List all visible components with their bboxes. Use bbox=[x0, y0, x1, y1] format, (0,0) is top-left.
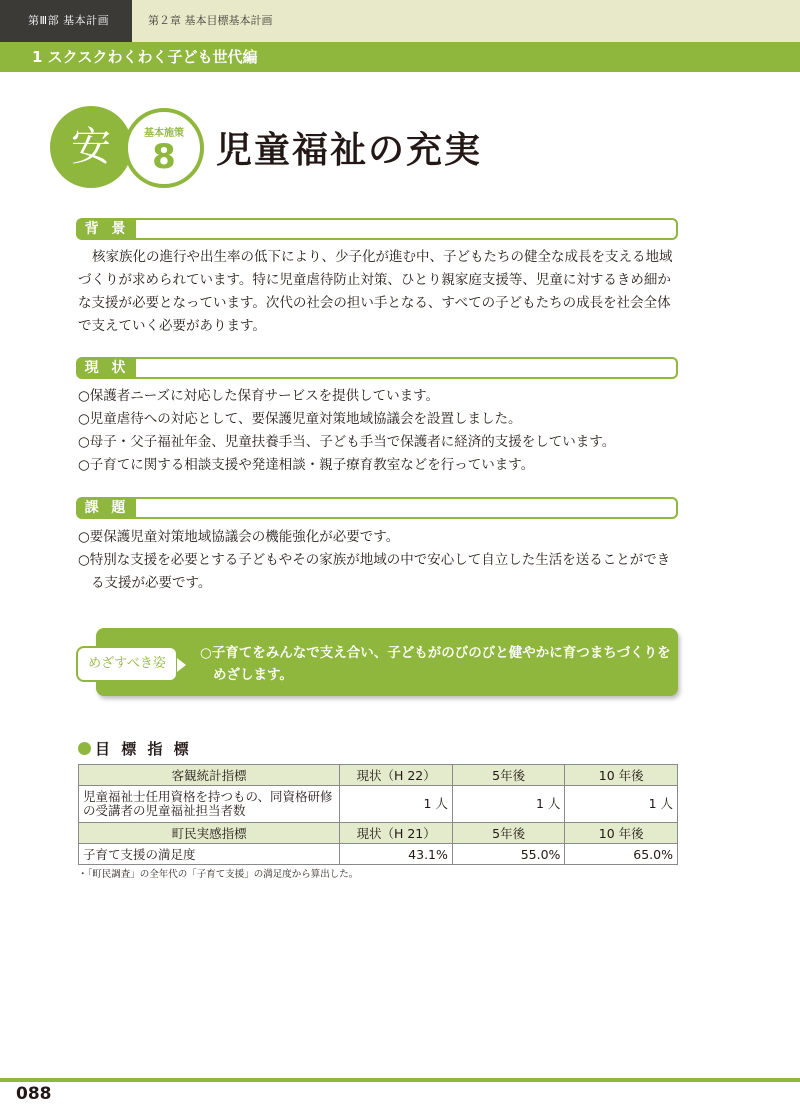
list-item: ○特別な支援を必要とする子どもやその家族が地域の中で安心して自立した生活を送ることができる支援が必要です。 bbox=[78, 552, 671, 591]
policy-tag-badge: 安 bbox=[50, 106, 132, 188]
table-cell: 5年後 bbox=[452, 765, 565, 786]
bullet-dot-icon bbox=[78, 742, 91, 755]
issues-heading-box bbox=[76, 497, 678, 519]
table-cell: 55.0% bbox=[452, 844, 565, 865]
issues-heading: 課 題 bbox=[78, 497, 136, 519]
table-row bbox=[79, 844, 678, 865]
background-heading: 背 景 bbox=[78, 218, 136, 240]
table-cell: 1 人 bbox=[565, 786, 678, 823]
footer-line bbox=[0, 1078, 800, 1082]
table-cell: 客観統計指標 bbox=[79, 765, 340, 786]
list-item: ○要保護児童対策地域協議会の機能強化が必要です。 bbox=[78, 529, 400, 545]
table-cell: 1 人 bbox=[452, 786, 565, 823]
policy-number-label: 基本施策 bbox=[144, 128, 184, 139]
indicators-heading-text: 目 標 指 標 bbox=[95, 740, 192, 758]
section-bar: 1 スクスクわくわく子ども世代編 bbox=[0, 42, 800, 72]
table-row bbox=[79, 823, 678, 844]
table-cell: 10 年後 bbox=[565, 823, 678, 844]
table-cell: 子育て支援の満足度 bbox=[79, 844, 340, 865]
list-item: ○母子・父子福祉年金、児童扶養手当、子ども手当で保護者に経済的支援をしています。 bbox=[78, 434, 616, 450]
list-item: ○保護者ニーズに対応した保育サービスを提供しています。 bbox=[78, 388, 440, 404]
indicators-heading bbox=[78, 738, 192, 759]
part-label: 第Ⅲ部 基本計画 bbox=[0, 0, 132, 42]
top-header-bar bbox=[0, 0, 800, 42]
list-item: ○子育てに関する相談支援や発達相談・親子療育教室などを行っています。 bbox=[78, 457, 535, 473]
table-cell: 児童福祉士任用資格を持つもの、同資格研修の受講者の児童福祉担当者数 bbox=[79, 786, 340, 823]
background-paragraph: 核家族化の進行や出生率の低下により、少子化が進む中、子どもたちの健全な成長を支える地域づくりが求められています。特に児童虐待防止対策、ひとり親家庭支援等、児童に対するきめ細かな支援が必要となっています。次代の社会の担い手となる、すべての子どもたちの成長を社会全体で支えていく必要があります。 bbox=[78, 249, 673, 334]
goal-label: めざすべき姿 bbox=[76, 646, 178, 682]
policy-number-badge bbox=[124, 108, 204, 188]
table-cell: 43.1% bbox=[340, 844, 453, 865]
background-heading-box bbox=[76, 218, 678, 240]
goal-text: ○子育てをみんなで支え合い、子どもがのびのびと健やかに育つまちづくりをめざします。 bbox=[200, 645, 671, 683]
table-cell: 1 人 bbox=[340, 786, 453, 823]
chapter-label: 第２章 基本目標基本計画 bbox=[148, 14, 273, 27]
table-cell: 65.0% bbox=[565, 844, 678, 865]
table-cell: 10 年後 bbox=[565, 765, 678, 786]
current-list bbox=[78, 385, 682, 477]
table-cell: 現状（H 22） bbox=[340, 765, 453, 786]
current-heading: 現 状 bbox=[78, 357, 136, 379]
table-row bbox=[79, 786, 678, 823]
current-heading-box bbox=[76, 357, 678, 379]
list-item: ○児童虐待への対応として、要保護児童対策地域協議会を設置しました。 bbox=[78, 411, 522, 427]
page-number: 088 bbox=[16, 1084, 52, 1104]
table-cell: 5年後 bbox=[452, 823, 565, 844]
page-title: 児童福祉の充実 bbox=[216, 130, 483, 171]
table-note: ・「町民調査」の全年代の「子育て支援」の満足度から算出した。 bbox=[78, 869, 359, 880]
table-cell: 現状（H 21） bbox=[340, 823, 453, 844]
issues-list bbox=[78, 526, 682, 595]
table-row bbox=[79, 765, 678, 786]
table-cell: 町民実感指標 bbox=[79, 823, 340, 844]
policy-number: 8 bbox=[152, 137, 176, 177]
indicators-table bbox=[78, 764, 678, 865]
